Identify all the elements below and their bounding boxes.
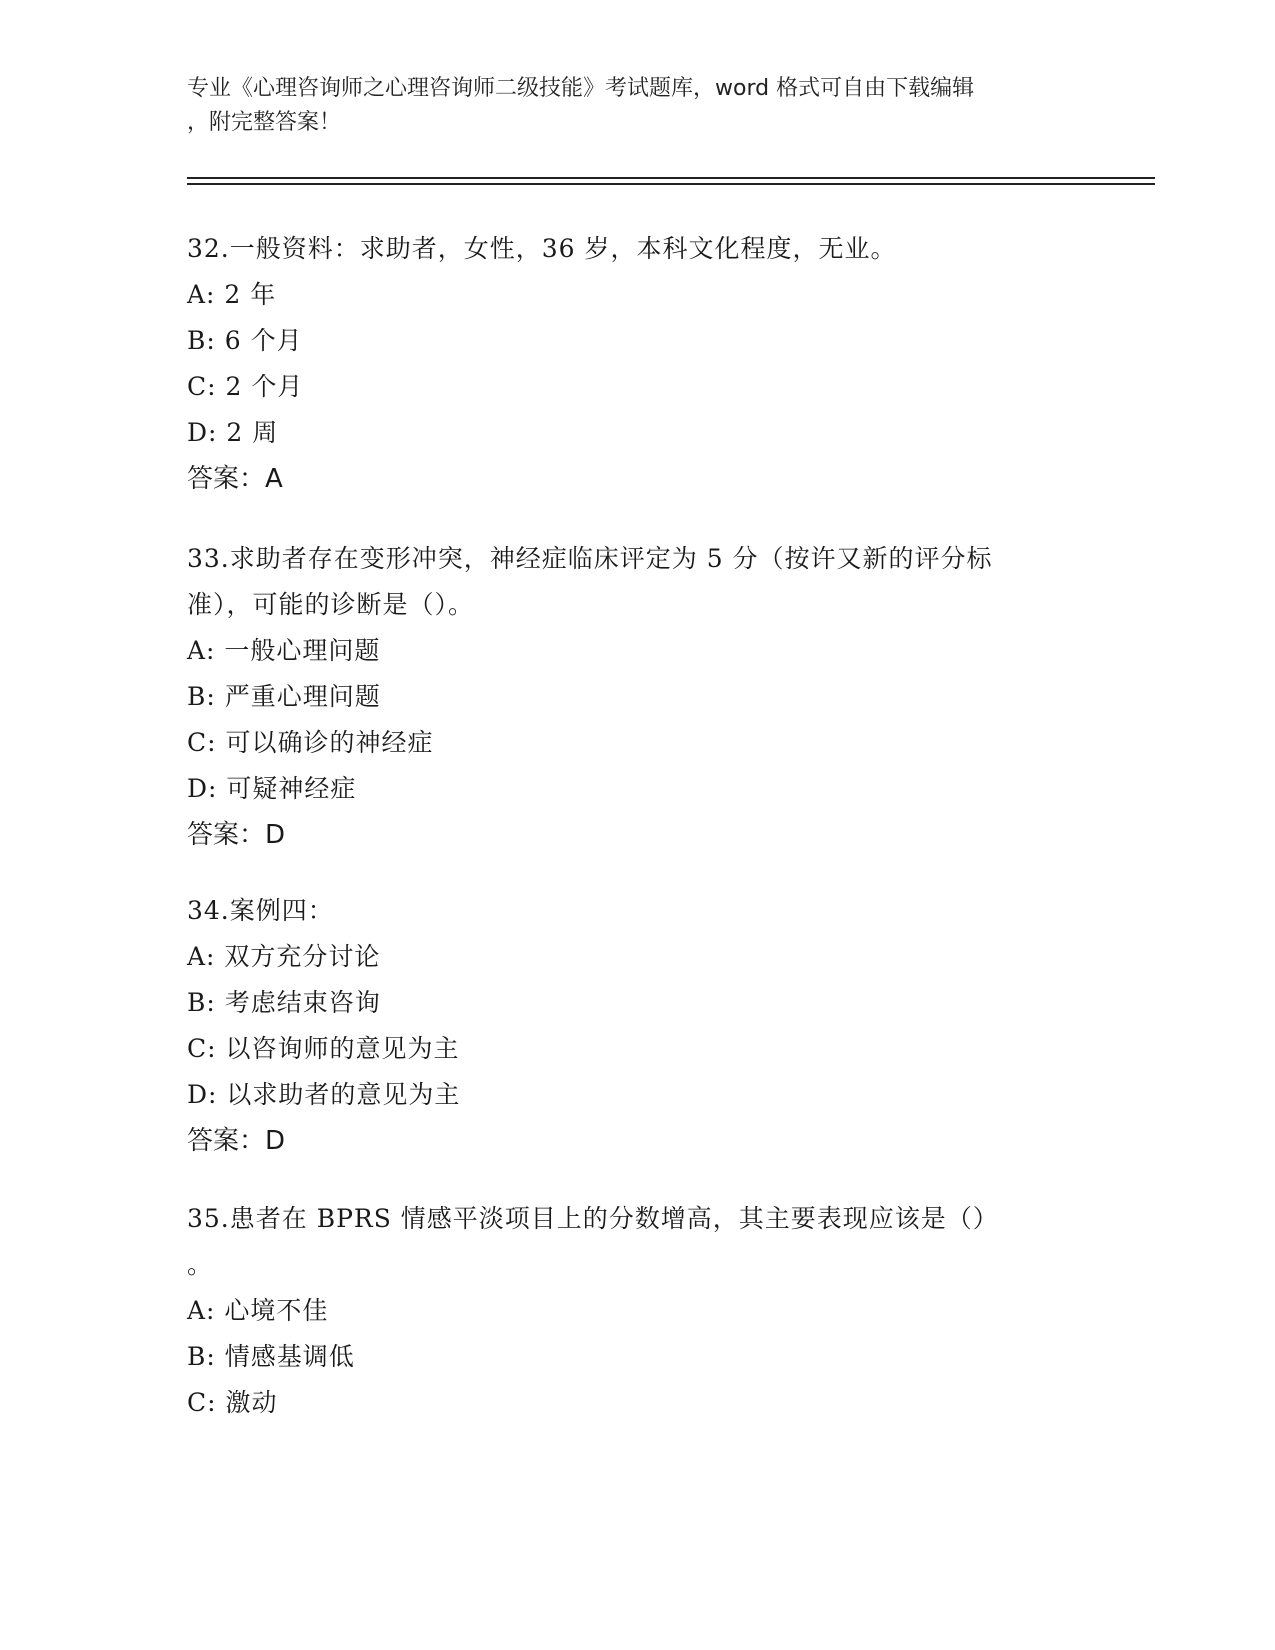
question-34 bbox=[187, 888, 1087, 1164]
option-d: D: 可疑神经症 bbox=[187, 774, 357, 803]
option-b: B: 6 个月 bbox=[187, 326, 303, 355]
header-divider-top bbox=[187, 177, 1155, 179]
option-d: D: 2 周 bbox=[187, 418, 279, 447]
answer-text: 答案：A bbox=[187, 464, 283, 494]
option-b: B: 严重心理问题 bbox=[187, 682, 381, 711]
option-c: C: 可以确诊的神经症 bbox=[187, 728, 434, 757]
question-32 bbox=[187, 226, 1087, 502]
option-c: C: 以咨询师的意见为主 bbox=[187, 1034, 460, 1063]
option-b: B: 情感基调低 bbox=[187, 1342, 355, 1371]
option-b: B: 考虑结束咨询 bbox=[187, 988, 381, 1017]
option-a: A: 心境不佳 bbox=[187, 1296, 329, 1325]
question-35 bbox=[187, 1196, 1087, 1426]
option-a: A: 双方充分讨论 bbox=[187, 942, 381, 971]
option-a: A: 2 年 bbox=[187, 280, 277, 309]
answer-text: 答案：D bbox=[187, 820, 286, 850]
question-stem-line-2: 。 bbox=[187, 1250, 214, 1279]
answer-text: 答案：D bbox=[187, 1126, 286, 1156]
document-header bbox=[187, 72, 1067, 140]
question-stem-line-2: 准），可能的诊断是（）。 bbox=[187, 590, 475, 619]
option-a: A: 一般心理问题 bbox=[187, 636, 381, 665]
header-line-1: 专业《心理咨询师之心理咨询师二级技能》考试题库，word 格式可自由下载编辑 bbox=[187, 76, 975, 101]
question-33 bbox=[187, 536, 1087, 858]
header-line-2: ，附完整答案！ bbox=[187, 110, 342, 135]
option-c: C: 2 个月 bbox=[187, 372, 304, 401]
question-stem-line-1: 33.求助者存在变形冲突，神经症临床评定为 5 分（按许又新的评分标 bbox=[187, 544, 993, 573]
question-stem-line-1: 35.患者在 BPRS 情感平淡项目上的分数增高，其主要表现应该是（） bbox=[187, 1204, 999, 1233]
question-stem: 32.一般资料：求助者，女性，36 岁，本科文化程度，无业。 bbox=[187, 234, 897, 263]
option-d: D: 以求助者的意见为主 bbox=[187, 1080, 461, 1109]
option-c: C: 激动 bbox=[187, 1388, 278, 1417]
header-divider-bottom bbox=[187, 183, 1155, 185]
question-stem: 34.案例四： bbox=[187, 896, 334, 925]
